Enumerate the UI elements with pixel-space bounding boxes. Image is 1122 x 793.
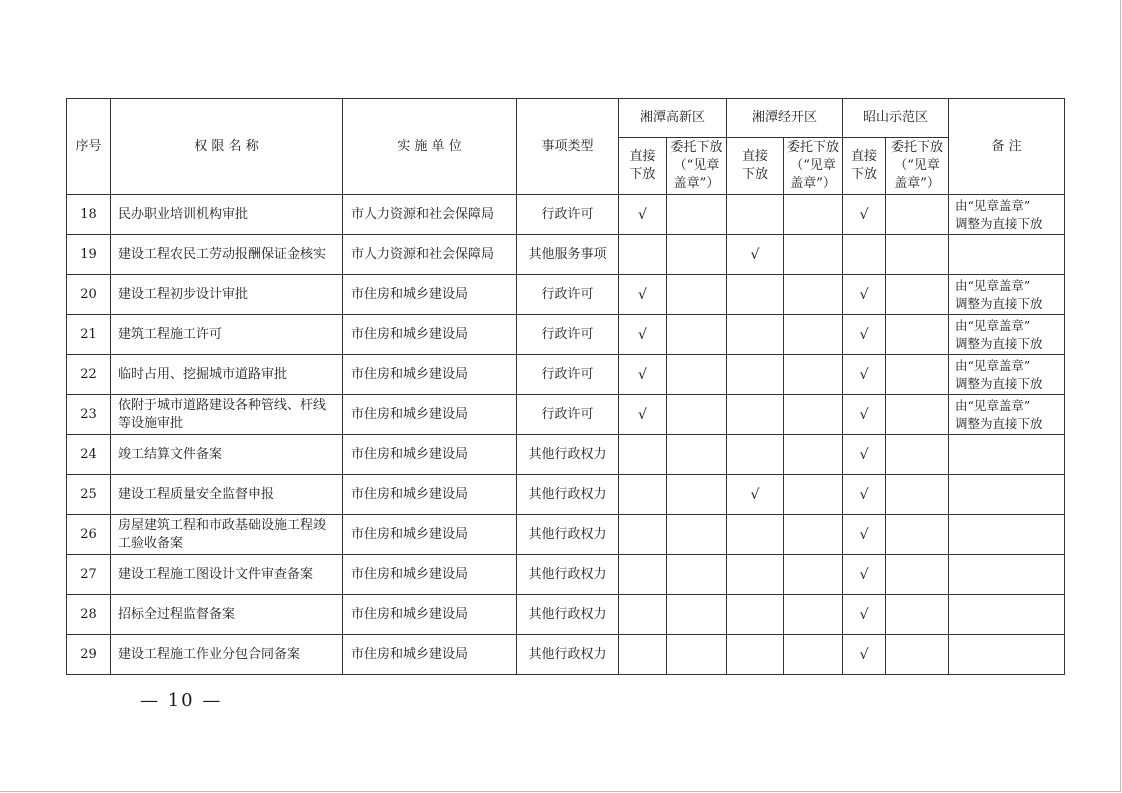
subheader-entrust: 委托下放 （“见章 盖章”） bbox=[886, 138, 949, 195]
power-name: 建设工程质量安全监督申报 bbox=[111, 475, 343, 515]
remark-line-1: 由“见章盖章” bbox=[955, 197, 1031, 213]
remark-cell bbox=[949, 475, 1065, 515]
header-name: 权 限 名 称 bbox=[111, 99, 343, 195]
direct-cell bbox=[619, 315, 667, 355]
row-number: 20 bbox=[67, 275, 111, 315]
item-type: 其他行政权力 bbox=[517, 595, 619, 635]
entrust-cell bbox=[667, 555, 727, 595]
direct-cell bbox=[619, 515, 667, 555]
power-name: 建设工程农民工劳动报酬保证金核实 bbox=[111, 235, 343, 275]
item-type: 行政许可 bbox=[517, 315, 619, 355]
check-mark: √ bbox=[859, 486, 869, 503]
direct-cell bbox=[843, 235, 886, 275]
entrust-cell bbox=[784, 275, 843, 315]
implementing-unit: 市住房和城乡建设局 bbox=[343, 435, 517, 475]
row-number: 23 bbox=[67, 395, 111, 435]
check-mark: √ bbox=[859, 646, 869, 663]
check-mark: √ bbox=[638, 366, 647, 383]
subheader-direct: 直接 下放 bbox=[727, 138, 784, 195]
power-name: 民办职业培训机构审批 bbox=[111, 195, 343, 235]
direct-cell bbox=[843, 555, 886, 595]
entrust-cell bbox=[667, 235, 727, 275]
direct-cell bbox=[727, 395, 784, 435]
row-number: 29 bbox=[67, 635, 111, 675]
direct-cell bbox=[619, 355, 667, 395]
item-type: 行政许可 bbox=[517, 355, 619, 395]
entrust-cell bbox=[667, 315, 727, 355]
direct-cell bbox=[727, 515, 784, 555]
subheader-direct: 直接 下放 bbox=[843, 138, 886, 195]
item-type: 其他行政权力 bbox=[517, 635, 619, 675]
direct-cell bbox=[843, 515, 886, 555]
check-mark: √ bbox=[750, 246, 760, 263]
entrust-cell bbox=[784, 395, 843, 435]
item-type: 其他行政权力 bbox=[517, 515, 619, 555]
header-remark: 备 注 bbox=[949, 99, 1065, 195]
direct-cell bbox=[843, 315, 886, 355]
remark-cell bbox=[949, 275, 1065, 315]
header-zone-1: 湘潭高新区 bbox=[619, 99, 727, 138]
entrust-cell bbox=[784, 475, 843, 515]
header-zone-2: 湘潭经开区 bbox=[727, 99, 843, 138]
entrust-cell bbox=[886, 515, 949, 555]
direct-cell bbox=[843, 595, 886, 635]
check-mark: √ bbox=[638, 206, 647, 223]
remark-line-2: 调整为直接下放 bbox=[955, 215, 1043, 231]
table-row bbox=[67, 515, 1065, 555]
remark-cell bbox=[949, 355, 1065, 395]
entrust-cell bbox=[784, 555, 843, 595]
check-mark: √ bbox=[859, 366, 869, 383]
row-number: 24 bbox=[67, 435, 111, 475]
header-seq: 序号 bbox=[67, 99, 111, 195]
check-mark: √ bbox=[750, 486, 760, 503]
remark-cell bbox=[949, 635, 1065, 675]
entrust-cell bbox=[784, 595, 843, 635]
row-number: 28 bbox=[67, 595, 111, 635]
subheader-entrust: 委托下放 （“见章 盖章”） bbox=[667, 138, 727, 195]
remark-cell bbox=[949, 435, 1065, 475]
table-row bbox=[67, 275, 1065, 315]
item-type: 行政许可 bbox=[517, 195, 619, 235]
direct-cell bbox=[843, 395, 886, 435]
entrust-cell bbox=[667, 395, 727, 435]
direct-cell bbox=[843, 275, 886, 315]
header-zone-3: 昭山示范区 bbox=[843, 99, 949, 138]
remark-line-2: 调整为直接下放 bbox=[955, 375, 1043, 391]
page-number: — 10 — bbox=[140, 690, 223, 711]
direct-cell bbox=[619, 195, 667, 235]
entrust-cell bbox=[667, 635, 727, 675]
direct-cell bbox=[843, 355, 886, 395]
entrust-cell bbox=[784, 355, 843, 395]
table-header bbox=[67, 99, 1065, 195]
implementing-unit: 市住房和城乡建设局 bbox=[343, 515, 517, 555]
item-type: 其他行政权力 bbox=[517, 435, 619, 475]
table-row bbox=[67, 355, 1065, 395]
row-number: 26 bbox=[67, 515, 111, 555]
table-row bbox=[67, 555, 1065, 595]
implementing-unit: 市住房和城乡建设局 bbox=[343, 355, 517, 395]
direct-cell bbox=[619, 275, 667, 315]
row-number: 25 bbox=[67, 475, 111, 515]
remark-line-1: 由“见章盖章” bbox=[955, 397, 1031, 413]
table-row bbox=[67, 435, 1065, 475]
direct-cell bbox=[727, 195, 784, 235]
power-name: 建筑工程施工许可 bbox=[111, 315, 343, 355]
implementing-unit: 市住房和城乡建设局 bbox=[343, 635, 517, 675]
entrust-cell bbox=[784, 635, 843, 675]
direct-cell bbox=[619, 595, 667, 635]
direct-cell bbox=[619, 235, 667, 275]
row-number: 21 bbox=[67, 315, 111, 355]
direct-cell bbox=[727, 235, 784, 275]
entrust-cell bbox=[886, 275, 949, 315]
entrust-cell bbox=[784, 195, 843, 235]
power-name: 临时占用、挖掘城市道路审批 bbox=[111, 355, 343, 395]
check-mark: √ bbox=[859, 566, 869, 583]
check-mark: √ bbox=[859, 286, 869, 303]
row-number: 27 bbox=[67, 555, 111, 595]
header-unit: 实 施 单 位 bbox=[343, 99, 517, 195]
power-name: 建设工程初步设计审批 bbox=[111, 275, 343, 315]
implementing-unit: 市人力资源和社会保障局 bbox=[343, 195, 517, 235]
implementing-unit: 市住房和城乡建设局 bbox=[343, 275, 517, 315]
item-type: 行政许可 bbox=[517, 275, 619, 315]
row-number: 22 bbox=[67, 355, 111, 395]
table-row bbox=[67, 475, 1065, 515]
implementing-unit: 市住房和城乡建设局 bbox=[343, 595, 517, 635]
power-name: 建设工程施工图设计文件审查备案 bbox=[111, 555, 343, 595]
header-type: 事项类型 bbox=[517, 99, 619, 195]
remark-cell bbox=[949, 555, 1065, 595]
powers-table bbox=[66, 98, 1065, 675]
check-mark: √ bbox=[859, 526, 869, 543]
remark-line-1: 由“见章盖章” bbox=[955, 357, 1031, 373]
power-name: 房屋建筑工程和市政基础设施工程竣工验收备案 bbox=[111, 515, 343, 555]
power-name: 建设工程施工作业分包合同备案 bbox=[111, 635, 343, 675]
entrust-cell bbox=[667, 275, 727, 315]
entrust-cell bbox=[886, 475, 949, 515]
remark-cell bbox=[949, 515, 1065, 555]
direct-cell bbox=[727, 595, 784, 635]
table-row bbox=[67, 235, 1065, 275]
entrust-cell bbox=[886, 195, 949, 235]
direct-cell bbox=[843, 475, 886, 515]
entrust-cell bbox=[667, 195, 727, 235]
entrust-cell bbox=[886, 395, 949, 435]
entrust-cell bbox=[886, 635, 949, 675]
remark-cell bbox=[949, 195, 1065, 235]
item-type: 行政许可 bbox=[517, 395, 619, 435]
implementing-unit: 市住房和城乡建设局 bbox=[343, 475, 517, 515]
entrust-cell bbox=[886, 235, 949, 275]
table-row bbox=[67, 595, 1065, 635]
subheader-direct: 直接 下放 bbox=[619, 138, 667, 195]
direct-cell bbox=[727, 315, 784, 355]
direct-cell bbox=[727, 275, 784, 315]
direct-cell bbox=[619, 635, 667, 675]
entrust-cell bbox=[886, 555, 949, 595]
direct-cell bbox=[843, 635, 886, 675]
remark-cell bbox=[949, 235, 1065, 275]
direct-cell bbox=[727, 435, 784, 475]
remark-cell bbox=[949, 595, 1065, 635]
check-mark: √ bbox=[859, 406, 869, 423]
remark-line-1: 由“见章盖章” bbox=[955, 317, 1031, 333]
check-mark: √ bbox=[638, 406, 647, 423]
direct-cell bbox=[727, 635, 784, 675]
remark-line-2: 调整为直接下放 bbox=[955, 415, 1043, 431]
table-row bbox=[67, 315, 1065, 355]
direct-cell bbox=[727, 555, 784, 595]
entrust-cell bbox=[886, 315, 949, 355]
entrust-cell bbox=[667, 435, 727, 475]
implementing-unit: 市人力资源和社会保障局 bbox=[343, 235, 517, 275]
check-mark: √ bbox=[859, 326, 869, 343]
entrust-cell bbox=[667, 475, 727, 515]
power-name: 招标全过程监督备案 bbox=[111, 595, 343, 635]
check-mark: √ bbox=[859, 206, 869, 223]
check-mark: √ bbox=[638, 286, 647, 303]
direct-cell bbox=[843, 435, 886, 475]
direct-cell bbox=[727, 475, 784, 515]
check-mark: √ bbox=[638, 326, 647, 343]
implementing-unit: 市住房和城乡建设局 bbox=[343, 315, 517, 355]
remark-cell bbox=[949, 315, 1065, 355]
entrust-cell bbox=[886, 435, 949, 475]
item-type: 其他行政权力 bbox=[517, 475, 619, 515]
implementing-unit: 市住房和城乡建设局 bbox=[343, 395, 517, 435]
row-number: 19 bbox=[67, 235, 111, 275]
power-name: 竣工结算文件备案 bbox=[111, 435, 343, 475]
subheader-entrust: 委托下放 （“见章 盖章”） bbox=[784, 138, 843, 195]
table-row bbox=[67, 395, 1065, 435]
entrust-cell bbox=[667, 515, 727, 555]
check-mark: √ bbox=[859, 446, 869, 463]
entrust-cell bbox=[784, 435, 843, 475]
remark-line-2: 调整为直接下放 bbox=[955, 335, 1043, 351]
entrust-cell bbox=[886, 355, 949, 395]
row-number: 18 bbox=[67, 195, 111, 235]
entrust-cell bbox=[667, 355, 727, 395]
direct-cell bbox=[727, 355, 784, 395]
direct-cell bbox=[843, 195, 886, 235]
item-type: 其他行政权力 bbox=[517, 555, 619, 595]
direct-cell bbox=[619, 475, 667, 515]
entrust-cell bbox=[784, 235, 843, 275]
table-row bbox=[67, 195, 1065, 235]
remark-line-2: 调整为直接下放 bbox=[955, 295, 1043, 311]
entrust-cell bbox=[784, 515, 843, 555]
remark-cell bbox=[949, 395, 1065, 435]
direct-cell bbox=[619, 435, 667, 475]
power-name: 依附于城市道路建设各种管线、杆线等设施审批 bbox=[111, 395, 343, 435]
remark-line-1: 由“见章盖章” bbox=[955, 277, 1031, 293]
table-body bbox=[67, 195, 1065, 675]
direct-cell bbox=[619, 395, 667, 435]
check-mark: √ bbox=[859, 606, 869, 623]
item-type: 其他服务事项 bbox=[517, 235, 619, 275]
entrust-cell bbox=[886, 595, 949, 635]
implementing-unit: 市住房和城乡建设局 bbox=[343, 555, 517, 595]
entrust-cell bbox=[784, 315, 843, 355]
direct-cell bbox=[619, 555, 667, 595]
entrust-cell bbox=[667, 595, 727, 635]
table-row bbox=[67, 635, 1065, 675]
